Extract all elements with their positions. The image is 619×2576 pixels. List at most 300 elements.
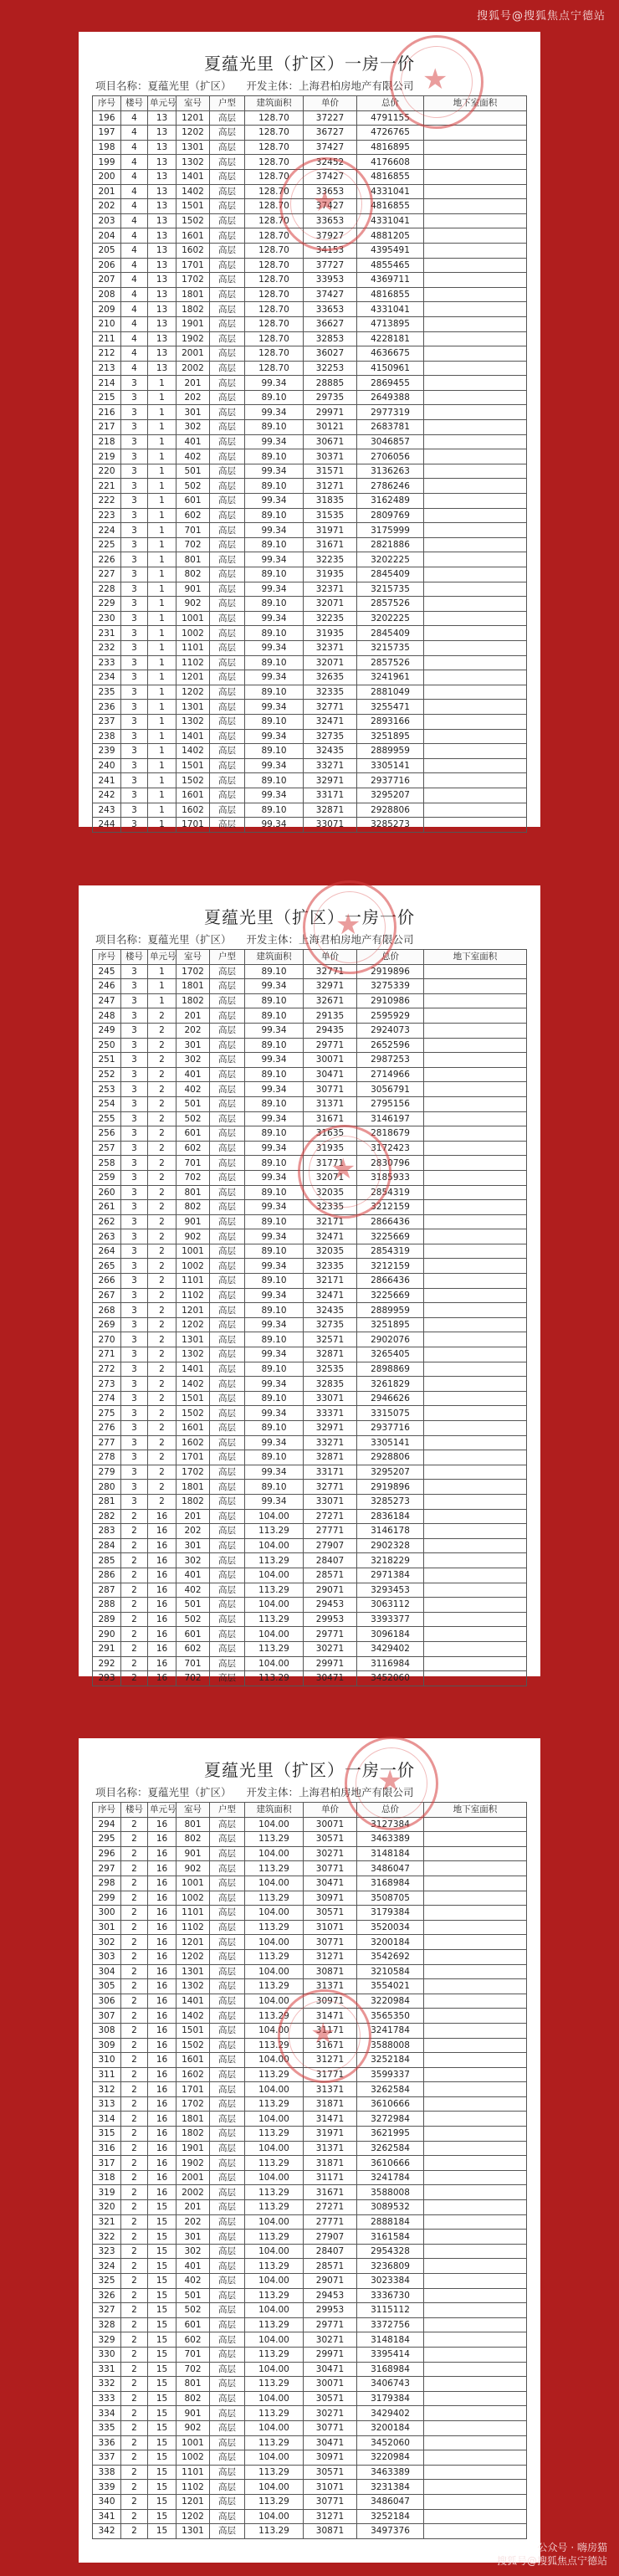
table-cell: 251	[93, 1053, 121, 1068]
table-cell: 高层	[210, 1846, 245, 1861]
table-cell: 253	[93, 1082, 121, 1097]
table-row	[93, 2259, 527, 2274]
table-cell	[424, 1347, 527, 1362]
table-cell: 31671	[304, 537, 357, 552]
table-cell: 3336730	[357, 2288, 424, 2303]
table-cell: 246	[93, 979, 121, 994]
table-cell: 1602	[176, 803, 210, 818]
table-cell: 316	[93, 2141, 121, 2156]
table-cell	[424, 1214, 527, 1229]
table-cell	[424, 582, 527, 597]
table-cell: 113.29	[245, 2230, 304, 2245]
table-cell: 201	[176, 1509, 210, 1524]
table-cell: 293	[93, 1671, 121, 1686]
table-row	[93, 758, 527, 773]
table-row	[93, 494, 527, 509]
table-cell: 3497376	[357, 2524, 424, 2539]
table-cell: 324	[93, 2259, 121, 2274]
table-cell: 3293453	[357, 1583, 424, 1598]
table-cell: 3565350	[357, 2009, 424, 2024]
table-cell: 104.00	[245, 1509, 304, 1524]
table-cell: 高层	[210, 199, 245, 214]
table-cell: 2	[121, 2230, 148, 2245]
table-cell: 高层	[210, 155, 245, 170]
table-cell: 3393377	[357, 1612, 424, 1627]
table-cell: 高层	[210, 1538, 245, 1553]
table-cell: 高层	[210, 1949, 245, 1964]
table-cell: 1101	[176, 1906, 210, 1921]
table-cell: 128.70	[245, 155, 304, 170]
table-cell: 269	[93, 1317, 121, 1332]
table-cell: 104.00	[245, 1656, 304, 1671]
table-cell: 219	[93, 449, 121, 464]
table-row	[93, 611, 527, 626]
table-cell: 323	[93, 2244, 121, 2259]
table-cell: 3452060	[357, 2435, 424, 2450]
table-cell: 高层	[210, 2200, 245, 2215]
table-cell	[424, 390, 527, 405]
table-cell: 2977319	[357, 405, 424, 420]
column-header: 户型	[210, 1803, 245, 1818]
table-cell: 31935	[304, 1141, 357, 1156]
table-cell: 4816855	[357, 199, 424, 214]
table-row	[93, 508, 527, 523]
table-cell: 16	[148, 2185, 176, 2200]
table-cell: 319	[93, 2185, 121, 2200]
table-cell: 1502	[176, 773, 210, 788]
table-cell: 3127384	[357, 1817, 424, 1832]
table-row	[93, 1524, 527, 1539]
table-cell	[424, 1627, 527, 1642]
table-cell: 602	[176, 1141, 210, 1156]
table-cell: 2	[121, 2347, 148, 2362]
table-cell: 31171	[304, 2023, 357, 2038]
table-cell: 3116984	[357, 1656, 424, 1671]
table-cell: 15	[148, 2259, 176, 2274]
table-cell: 16	[148, 1524, 176, 1539]
table-cell: 1	[148, 788, 176, 803]
table-cell: 1	[148, 537, 176, 552]
table-cell: 高层	[210, 1200, 245, 1215]
project-name: 项目名称：夏蕴光里（扩区）	[95, 933, 232, 946]
table-cell	[424, 1053, 527, 1068]
table-cell: 16	[148, 1817, 176, 1832]
table-cell: 27271	[304, 2200, 357, 2215]
table-cell: 1	[148, 803, 176, 818]
table-row	[93, 670, 527, 685]
table-cell: 高层	[210, 243, 245, 258]
table-cell: 3	[121, 597, 148, 612]
table-cell: 3429402	[357, 1641, 424, 1656]
table-cell: 32435	[304, 1303, 357, 1318]
table-cell: 31971	[304, 2127, 357, 2142]
table-cell: 1202	[176, 2509, 210, 2524]
table-cell: 99.34	[245, 1229, 304, 1244]
table-cell: 113.29	[245, 2127, 304, 2142]
table-cell: 1	[148, 464, 176, 479]
table-cell: 2	[121, 2096, 148, 2112]
table-cell: 271	[93, 1347, 121, 1362]
table-cell: 2845409	[357, 626, 424, 641]
table-cell: 高层	[210, 2406, 245, 2421]
table-cell: 高层	[210, 126, 245, 141]
table-cell: 32871	[304, 803, 357, 818]
table-cell: 高层	[210, 2509, 245, 2524]
table-cell: 3554021	[357, 1979, 424, 1994]
table-cell	[424, 2420, 527, 2435]
table-cell: 高层	[210, 582, 245, 597]
table-cell: 2	[121, 2053, 148, 2068]
table-cell: 1	[148, 700, 176, 715]
table-cell	[424, 964, 527, 979]
table-cell: 4	[121, 140, 148, 155]
table-cell: 2881049	[357, 685, 424, 700]
table-cell: 高层	[210, 2038, 245, 2053]
table-cell: 89.10	[245, 1362, 304, 1377]
table-cell: 高层	[210, 1008, 245, 1024]
table-cell: 15	[148, 2420, 176, 2435]
table-cell: 99.34	[245, 1465, 304, 1480]
table-cell: 1702	[176, 273, 210, 288]
table-cell: 37727	[304, 258, 357, 273]
table-cell: 2	[121, 2244, 148, 2259]
table-cell: 275	[93, 1406, 121, 1421]
table-cell: 13	[148, 287, 176, 302]
table-cell: 3252184	[357, 2509, 424, 2524]
table-cell: 3406743	[357, 2377, 424, 2392]
table-row	[93, 1008, 527, 1024]
table-cell	[424, 1641, 527, 1656]
table-cell: 3	[121, 1494, 148, 1509]
table-row	[93, 1964, 527, 1979]
table-cell: 104.00	[245, 2509, 304, 2524]
table-cell: 2857526	[357, 597, 424, 612]
table-cell: 801	[176, 2377, 210, 2392]
table-cell: 13	[148, 155, 176, 170]
table-cell: 2	[121, 1876, 148, 1891]
table-cell: 33071	[304, 1391, 357, 1406]
table-cell: 2	[148, 1038, 176, 1053]
table-cell: 113.29	[245, 1949, 304, 1964]
table-cell: 30271	[304, 2332, 357, 2348]
table-cell: 4	[121, 184, 148, 199]
table-cell: 2	[121, 2214, 148, 2230]
table-cell: 3096184	[357, 1627, 424, 1642]
table-cell: 2902328	[357, 1538, 424, 1553]
table-cell: 3	[121, 1214, 148, 1229]
table-row	[93, 993, 527, 1008]
table-cell: 128.70	[245, 273, 304, 288]
table-cell: 2821886	[357, 537, 424, 552]
table-cell: 128.70	[245, 199, 304, 214]
table-cell: 2	[121, 1994, 148, 2009]
table-cell: 高层	[210, 1082, 245, 1097]
table-cell: 高层	[210, 1170, 245, 1185]
table-cell: 113.29	[245, 2096, 304, 2112]
table-cell: 30471	[304, 2362, 357, 2377]
table-row	[93, 273, 527, 288]
table-cell: 104.00	[245, 2214, 304, 2230]
table-cell: 89.10	[245, 1274, 304, 1289]
table-cell: 3252184	[357, 2053, 424, 2068]
table-cell: 3610666	[357, 2096, 424, 2112]
table-cell: 501	[176, 464, 210, 479]
table-cell: 99.34	[245, 611, 304, 626]
table-cell: 225	[93, 537, 121, 552]
table-cell: 3	[121, 1156, 148, 1171]
table-cell: 1501	[176, 2023, 210, 2038]
table-row	[93, 626, 527, 641]
table-cell: 高层	[210, 1111, 245, 1126]
table-cell: 99.34	[245, 434, 304, 449]
document-page-3	[79, 1738, 540, 2563]
table-cell: 313	[93, 2096, 121, 2112]
table-cell: 高层	[210, 1023, 245, 1038]
table-cell: 289	[93, 1612, 121, 1627]
table-cell: 15	[148, 2391, 176, 2406]
table-cell: 30471	[304, 1671, 357, 1686]
table-cell: 99.34	[245, 640, 304, 655]
table-cell: 30271	[304, 1846, 357, 1861]
table-cell: 32335	[304, 1200, 357, 1215]
table-row	[93, 655, 527, 670]
table-cell: 243	[93, 803, 121, 818]
table-cell: 16	[148, 1612, 176, 1627]
table-cell: 3486047	[357, 2494, 424, 2509]
table-row	[93, 1583, 527, 1598]
table-cell	[424, 1288, 527, 1303]
table-cell: 1	[148, 729, 176, 744]
table-cell: 1701	[176, 258, 210, 273]
table-row	[93, 788, 527, 803]
table-cell: 2	[148, 1317, 176, 1332]
table-cell	[424, 2185, 527, 2200]
table-cell: 高层	[210, 2096, 245, 2112]
table-cell: 99.34	[245, 1200, 304, 1215]
table-cell: 32435	[304, 744, 357, 759]
table-cell: 902	[176, 2420, 210, 2435]
table-cell: 13	[148, 213, 176, 228]
table-cell: 206	[93, 258, 121, 273]
table-cell: 128.70	[245, 287, 304, 302]
table-row	[93, 552, 527, 567]
table-cell: 1801	[176, 2112, 210, 2127]
table-cell: 3285273	[357, 1494, 424, 1509]
table-cell: 234	[93, 670, 121, 685]
table-cell: 16	[148, 1583, 176, 1598]
table-cell: 2854319	[357, 1185, 424, 1200]
table-row	[93, 140, 527, 155]
table-cell: 257	[93, 1141, 121, 1156]
table-cell: 297	[93, 1861, 121, 1876]
table-cell: 312	[93, 2082, 121, 2097]
table-cell: 3	[121, 818, 148, 833]
table-cell: 2	[121, 2450, 148, 2466]
table-cell	[424, 788, 527, 803]
table-cell: 1001	[176, 2435, 210, 2450]
table-cell: 2	[148, 1435, 176, 1450]
table-cell: 2	[121, 2524, 148, 2539]
table-cell: 32471	[304, 1288, 357, 1303]
table-cell: 245	[93, 964, 121, 979]
table-cell	[424, 1082, 527, 1097]
table-cell: 1201	[176, 1935, 210, 1950]
table-cell: 2888184	[357, 2214, 424, 2230]
table-cell: 高层	[210, 2112, 245, 2127]
table-cell	[424, 287, 527, 302]
table-cell: 236	[93, 700, 121, 715]
table-cell: 2	[148, 1421, 176, 1436]
table-cell: 2001	[176, 2170, 210, 2185]
column-header: 建筑面积	[245, 1803, 304, 1818]
table-cell: 33271	[304, 758, 357, 773]
table-cell: 199	[93, 155, 121, 170]
table-cell	[424, 1920, 527, 1935]
table-cell: 1301	[176, 2524, 210, 2539]
table-cell: 212	[93, 346, 121, 362]
table-cell: 3520034	[357, 1920, 424, 1935]
table-cell	[424, 1949, 527, 1964]
table-cell: 高层	[210, 1979, 245, 1994]
table-cell: 702	[176, 1671, 210, 1686]
table-cell	[424, 1111, 527, 1126]
table-cell: 高层	[210, 508, 245, 523]
table-cell: 221	[93, 479, 121, 494]
table-cell: 201	[176, 1008, 210, 1024]
table-cell	[424, 744, 527, 759]
table-cell: 3	[121, 1141, 148, 1156]
table-cell: 317	[93, 2156, 121, 2171]
table-cell: 高层	[210, 1598, 245, 1613]
table-cell: 高层	[210, 2420, 245, 2435]
table-cell: 3	[121, 1200, 148, 1215]
table-cell: 2	[121, 1832, 148, 1847]
table-cell: 36627	[304, 316, 357, 331]
table-cell: 16	[148, 1671, 176, 1686]
table-cell: 2	[148, 1259, 176, 1274]
table-row	[93, 1303, 527, 1318]
table-cell: 224	[93, 523, 121, 538]
table-cell: 113.29	[245, 1920, 304, 1935]
table-cell	[424, 1538, 527, 1553]
table-cell: 89.10	[245, 420, 304, 435]
table-cell: 高层	[210, 449, 245, 464]
table-cell: 2971384	[357, 1568, 424, 1583]
table-cell: 3452060	[357, 1671, 424, 1686]
table-cell: 33071	[304, 1494, 357, 1509]
table-cell	[424, 597, 527, 612]
table-cell	[424, 2200, 527, 2215]
table-cell: 104.00	[245, 2420, 304, 2435]
table-cell: 32071	[304, 597, 357, 612]
table-cell: 16	[148, 1641, 176, 1656]
table-cell: 89.10	[245, 714, 304, 729]
table-cell: 37427	[304, 287, 357, 302]
table-cell: 高层	[210, 273, 245, 288]
table-cell: 32771	[304, 964, 357, 979]
table-cell: 3202225	[357, 611, 424, 626]
table-cell: 256	[93, 1126, 121, 1142]
table-cell: 13	[148, 140, 176, 155]
table-row	[93, 2112, 527, 2127]
table-cell: 3	[121, 1480, 148, 1495]
table-cell: 2937716	[357, 1421, 424, 1436]
table-cell: 238	[93, 729, 121, 744]
table-cell	[424, 1156, 527, 1171]
table-cell: 215	[93, 390, 121, 405]
table-cell: 高层	[210, 1891, 245, 1906]
table-cell	[424, 213, 527, 228]
table-cell: 2	[121, 2200, 148, 2215]
document-title: 夏蕴光里（扩区）一房一价	[204, 907, 415, 927]
table-cell: 29971	[304, 2347, 357, 2362]
table-cell	[424, 155, 527, 170]
table-cell: 32171	[304, 1214, 357, 1229]
table-cell: 16	[148, 1846, 176, 1861]
table-cell: 2	[121, 1641, 148, 1656]
table-cell: 113.29	[245, 2259, 304, 2274]
table-cell: 128.70	[245, 258, 304, 273]
column-header: 单价	[304, 96, 357, 111]
table-cell: 99.34	[245, 1053, 304, 1068]
table-cell: 2	[121, 2435, 148, 2450]
table-cell: 高层	[210, 1214, 245, 1229]
table-cell: 1301	[176, 140, 210, 155]
table-cell: 802	[176, 2391, 210, 2406]
table-cell: 901	[176, 2406, 210, 2421]
table-cell: 4726765	[357, 126, 424, 141]
table-cell: 30771	[304, 2494, 357, 2509]
table-cell: 4791155	[357, 110, 424, 126]
table-cell: 高层	[210, 1817, 245, 1832]
table-cell: 高层	[210, 1038, 245, 1053]
table-cell	[424, 1170, 527, 1185]
table-cell: 99.34	[245, 1288, 304, 1303]
table-cell: 高层	[210, 818, 245, 833]
table-cell: 高层	[210, 2053, 245, 2068]
table-cell: 1602	[176, 2067, 210, 2082]
table-cell: 272	[93, 1362, 121, 1377]
table-cell	[424, 508, 527, 523]
table-cell: 104.00	[245, 2303, 304, 2318]
table-cell: 89.10	[245, 1185, 304, 1200]
table-row	[93, 1568, 527, 1583]
table-cell: 16	[148, 1861, 176, 1876]
table-cell: 2924073	[357, 1023, 424, 1038]
table-cell: 1802	[176, 2127, 210, 2142]
table-cell: 104.00	[245, 1568, 304, 1583]
table-cell: 89.10	[245, 1391, 304, 1406]
table-cell: 301	[176, 1038, 210, 1053]
table-cell: 89.10	[245, 1214, 304, 1229]
table-cell: 32971	[304, 773, 357, 788]
table-cell	[424, 2288, 527, 2303]
table-cell: 305	[93, 1979, 121, 1994]
table-cell: 301	[176, 1538, 210, 1553]
table-cell: 99.34	[245, 788, 304, 803]
table-cell: 302	[176, 1053, 210, 1068]
table-cell: 16	[148, 2156, 176, 2171]
table-cell: 3148184	[357, 2332, 424, 2348]
table-cell	[424, 434, 527, 449]
table-cell: 314	[93, 2112, 121, 2127]
table-cell: 3542692	[357, 1949, 424, 1964]
table-cell: 1601	[176, 1421, 210, 1436]
table-row	[93, 1038, 527, 1053]
table-row	[93, 390, 527, 405]
table-cell: 2910986	[357, 993, 424, 1008]
table-cell: 3	[121, 1332, 148, 1347]
